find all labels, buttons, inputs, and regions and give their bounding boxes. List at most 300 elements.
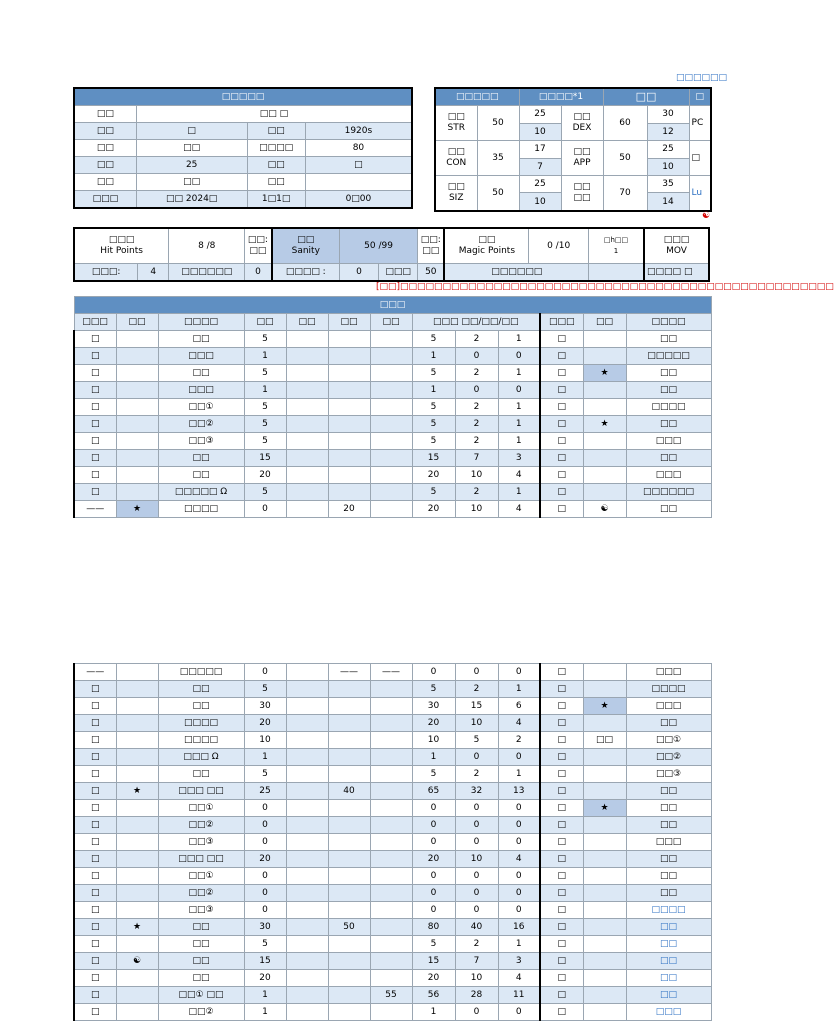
skill-growth-checkbox[interactable]: □ <box>74 800 116 817</box>
skill-points-input[interactable] <box>328 348 370 365</box>
skill-mark[interactable] <box>583 681 626 698</box>
skill-growth-checkbox[interactable]: □ <box>540 834 583 851</box>
skill-points-input[interactable]: 5 <box>244 484 286 501</box>
profile-value[interactable]: □□ <box>136 174 247 191</box>
skill-points-input[interactable] <box>328 800 370 817</box>
skill-points-input[interactable] <box>328 467 370 484</box>
skill-points-input[interactable] <box>328 399 370 416</box>
skill-points-input[interactable] <box>370 970 412 987</box>
skill-points-input[interactable] <box>328 902 370 919</box>
skill-points-input[interactable] <box>286 783 328 800</box>
star-icon[interactable]: ★ <box>583 416 626 433</box>
skill-growth-checkbox[interactable]: □ <box>74 382 116 399</box>
skill-growth-checkbox[interactable]: □ <box>540 851 583 868</box>
skill-growth-checkbox[interactable]: □ <box>540 766 583 783</box>
skill-points-input[interactable]: 1 <box>244 348 286 365</box>
skill-growth-checkbox[interactable]: □ <box>540 970 583 987</box>
skill-points-input[interactable] <box>328 817 370 834</box>
skill-points-input[interactable] <box>370 484 412 501</box>
profile-value[interactable]: □ <box>305 157 412 174</box>
skill-growth-checkbox[interactable]: □ <box>540 433 583 450</box>
skill-points-input[interactable] <box>370 953 412 970</box>
skill-growth-checkbox[interactable]: □ <box>74 732 116 749</box>
stat-value[interactable]: 60 <box>603 106 647 141</box>
skill-mark[interactable] <box>116 817 158 834</box>
skill-points-input[interactable]: 5 <box>244 416 286 433</box>
skill-points-input[interactable] <box>286 1004 328 1021</box>
skill-points-input[interactable]: 1 <box>244 749 286 766</box>
skill-mark[interactable] <box>116 902 158 919</box>
skill-points-input[interactable]: 0 <box>244 800 286 817</box>
star-icon[interactable]: ★ <box>116 919 158 936</box>
skill-name: □□□□ <box>158 732 244 749</box>
skill-points-input[interactable] <box>370 348 412 365</box>
skill-growth-checkbox[interactable]: □ <box>74 331 116 348</box>
top-link[interactable]: □□□□□□ <box>676 73 728 83</box>
skill-growth-checkbox[interactable]: □ <box>540 868 583 885</box>
skill-points-input[interactable]: 5 <box>244 433 286 450</box>
skill-points-input[interactable]: 5 <box>244 936 286 953</box>
skill-name: □□□ <box>626 1004 711 1021</box>
skill-mark[interactable] <box>583 783 626 800</box>
skill-total: 11 <box>498 987 540 1004</box>
stat-value[interactable]: 50 <box>603 141 647 176</box>
skill-growth-checkbox[interactable]: □ <box>74 936 116 953</box>
skill-mark[interactable] <box>116 484 158 501</box>
skill-points-input[interactable] <box>370 501 412 518</box>
skill-points-input[interactable]: 5 <box>244 766 286 783</box>
skill-points-input[interactable] <box>328 715 370 732</box>
skill-mark[interactable] <box>116 698 158 715</box>
skill-points-input[interactable] <box>286 450 328 467</box>
skill-growth-checkbox[interactable]: □ <box>540 331 583 348</box>
skill-mark[interactable] <box>583 450 626 467</box>
skill-points-input[interactable] <box>328 851 370 868</box>
skill-mark[interactable] <box>583 987 626 1004</box>
skill-mark[interactable] <box>583 749 626 766</box>
profile-label: □□□□ <box>247 140 305 157</box>
skill-mark[interactable] <box>116 834 158 851</box>
skill-mark[interactable] <box>583 331 626 348</box>
skill-mark[interactable]: □□ <box>583 732 626 749</box>
star-icon[interactable]: ★ <box>116 783 158 800</box>
skill-mark[interactable] <box>583 817 626 834</box>
skill-growth-checkbox[interactable]: □ <box>540 501 583 518</box>
skill-points-input[interactable] <box>286 749 328 766</box>
skill-mark[interactable] <box>583 868 626 885</box>
skill-growth-checkbox[interactable]: □ <box>74 467 116 484</box>
skill-points-input[interactable] <box>328 698 370 715</box>
skill-points-input[interactable]: 40 <box>328 783 370 800</box>
skill-growth-checkbox[interactable]: □ <box>74 885 116 902</box>
skill-points-input[interactable] <box>328 987 370 1004</box>
skill-points-input[interactable]: 25 <box>244 783 286 800</box>
skill-growth-checkbox[interactable]: □ <box>74 433 116 450</box>
skill-growth-checkbox[interactable]: □ <box>74 698 116 715</box>
skill-growth-checkbox[interactable]: □ <box>74 484 116 501</box>
star-icon[interactable]: ★ <box>583 698 626 715</box>
skill-growth-checkbox[interactable]: □ <box>74 817 116 834</box>
yin-yang-icon[interactable]: ☯ <box>583 501 626 518</box>
skill-points-input[interactable]: 10 <box>244 732 286 749</box>
skill-points-input[interactable] <box>370 749 412 766</box>
skill-points-input[interactable] <box>370 817 412 834</box>
star-icon[interactable]: ★ <box>116 501 158 518</box>
skill-points-input[interactable] <box>328 382 370 399</box>
skill-points-input[interactable] <box>370 433 412 450</box>
skill-points-input[interactable]: 5 <box>244 365 286 382</box>
skill-growth-checkbox[interactable]: □ <box>540 732 583 749</box>
skill-growth-checkbox[interactable]: □ <box>540 416 583 433</box>
skill-name: □□□□ <box>626 399 711 416</box>
skill-points-input[interactable]: 1 <box>244 987 286 1004</box>
skill-points-input[interactable] <box>328 885 370 902</box>
skill-row <box>74 399 711 416</box>
skill-growth-checkbox[interactable]: □ <box>540 698 583 715</box>
skill-points-input[interactable] <box>370 365 412 382</box>
skill-growth-checkbox[interactable]: □ <box>540 681 583 698</box>
skill-growth-checkbox[interactable]: □ <box>74 365 116 382</box>
skill-growth-checkbox[interactable]: □ <box>540 1004 583 1021</box>
profile-value[interactable]: □□ <box>136 140 247 157</box>
skill-growth-checkbox[interactable]: □ <box>540 902 583 919</box>
skill-points-input[interactable] <box>286 681 328 698</box>
skill-points-input[interactable]: 20 <box>244 851 286 868</box>
skill-growth-checkbox[interactable]: □ <box>540 749 583 766</box>
skill-growth-checkbox[interactable]: □ <box>74 851 116 868</box>
skill-growth-checkbox[interactable]: —— <box>74 501 116 518</box>
skill-points-input[interactable] <box>370 732 412 749</box>
skill-mark[interactable] <box>116 399 158 416</box>
skill-mark[interactable] <box>583 834 626 851</box>
skill-growth-checkbox[interactable]: □ <box>74 715 116 732</box>
skill-growth-checkbox[interactable]: □ <box>540 800 583 817</box>
skill-mark[interactable] <box>116 433 158 450</box>
hp-value[interactable]: 8 /8 <box>169 228 245 264</box>
skill-mark[interactable] <box>583 919 626 936</box>
skill-name: □□□□ <box>626 902 711 919</box>
skill-points-input[interactable] <box>286 365 328 382</box>
skill-growth-checkbox[interactable]: □ <box>74 399 116 416</box>
skill-mark[interactable] <box>583 467 626 484</box>
skill-mark[interactable] <box>116 348 158 365</box>
stat-value[interactable]: 50 <box>477 106 519 141</box>
stat-half: 17 <box>519 141 561 159</box>
status-sub-label: □□□□ □ <box>644 264 709 282</box>
skill-mark[interactable] <box>583 970 626 987</box>
skill-points-input[interactable] <box>286 919 328 936</box>
skill-points-input[interactable] <box>286 433 328 450</box>
profile-value[interactable]: 25 <box>136 157 247 174</box>
skill-points-input[interactable] <box>286 664 328 681</box>
skill-total: 0 <box>498 902 540 919</box>
stat-value[interactable]: 50 <box>477 176 519 212</box>
skill-mark[interactable] <box>583 902 626 919</box>
skill-points-input[interactable] <box>286 732 328 749</box>
skill-name: □□② <box>158 416 244 433</box>
skill-mark[interactable] <box>583 433 626 450</box>
skill-points-input[interactable]: —— <box>328 664 370 681</box>
mp-value[interactable]: 0 /10 <box>529 228 589 264</box>
skill-points-input[interactable] <box>370 783 412 800</box>
skill-mark[interactable] <box>116 331 158 348</box>
skill-points-input[interactable]: 5 <box>244 681 286 698</box>
skill-points-input[interactable]: 0 <box>244 885 286 902</box>
stat-value[interactable]: 70 <box>603 176 647 212</box>
skill-growth-checkbox[interactable]: □ <box>74 1004 116 1021</box>
skill-growth-checkbox[interactable]: □ <box>540 715 583 732</box>
skill-mark[interactable] <box>116 365 158 382</box>
stat-half: 30 <box>647 106 689 124</box>
skill-growth-checkbox[interactable]: □ <box>74 450 116 467</box>
skill-points-input[interactable] <box>286 766 328 783</box>
skill-growth-checkbox[interactable]: □ <box>74 902 116 919</box>
skill-mark[interactable] <box>116 851 158 868</box>
skill-points-input[interactable] <box>370 416 412 433</box>
skill-points-input[interactable] <box>370 919 412 936</box>
skill-name: □□□ □□ <box>158 851 244 868</box>
skill-growth-checkbox[interactable]: □ <box>540 885 583 902</box>
skill-points-input[interactable] <box>286 868 328 885</box>
skill-points-input[interactable] <box>370 681 412 698</box>
profile-label: □□□ <box>74 191 136 209</box>
skill-growth-checkbox[interactable]: □ <box>540 783 583 800</box>
profile-value[interactable]: 80 <box>305 140 412 157</box>
skill-growth-checkbox[interactable]: □ <box>540 919 583 936</box>
skill-mark[interactable] <box>583 885 626 902</box>
skill-points-input[interactable] <box>286 467 328 484</box>
skill-points-input[interactable] <box>328 749 370 766</box>
skill-points-input[interactable]: 15 <box>244 450 286 467</box>
skill-points-input[interactable] <box>328 868 370 885</box>
skill-mark[interactable] <box>583 382 626 399</box>
skill-growth-checkbox[interactable]: □ <box>74 766 116 783</box>
sanity-value[interactable]: 50 /99 <box>339 228 417 264</box>
skill-total: 5 <box>412 766 455 783</box>
skill-points-input[interactable] <box>370 331 412 348</box>
skill-points-input[interactable] <box>286 416 328 433</box>
skill-points-input[interactable]: 20 <box>244 715 286 732</box>
skill-points-input[interactable] <box>370 868 412 885</box>
skill-points-input[interactable] <box>328 450 370 467</box>
skill-points-input[interactable]: 0 <box>244 664 286 681</box>
skill-points-input[interactable] <box>286 399 328 416</box>
skill-mark[interactable] <box>583 936 626 953</box>
skill-points-input[interactable] <box>328 953 370 970</box>
skill-points-input[interactable]: 0 <box>244 817 286 834</box>
skill-points-input[interactable] <box>370 885 412 902</box>
skill-points-input[interactable] <box>370 766 412 783</box>
skill-growth-checkbox[interactable]: □ <box>540 936 583 953</box>
skill-name: □□② <box>158 817 244 834</box>
skill-growth-checkbox[interactable]: □ <box>540 365 583 382</box>
skill-growth-checkbox[interactable]: —— <box>74 664 116 681</box>
skill-points-input[interactable] <box>286 851 328 868</box>
skill-mark[interactable] <box>583 715 626 732</box>
skill-growth-checkbox[interactable]: □ <box>74 868 116 885</box>
skill-points-input[interactable] <box>370 936 412 953</box>
skill-points-input[interactable] <box>328 970 370 987</box>
profile-value[interactable] <box>305 174 412 191</box>
skill-points-input[interactable] <box>328 484 370 501</box>
skill-points-input[interactable] <box>286 953 328 970</box>
skill-mark[interactable] <box>583 348 626 365</box>
skill-points-input[interactable] <box>328 834 370 851</box>
skill-points-input[interactable] <box>286 715 328 732</box>
star-icon[interactable]: ★ <box>583 365 626 382</box>
skill-growth-checkbox[interactable]: □ <box>74 681 116 698</box>
skill-points-input[interactable] <box>286 698 328 715</box>
skill-points-input[interactable] <box>286 800 328 817</box>
skill-points-input[interactable]: 5 <box>244 399 286 416</box>
skill-points-input[interactable] <box>370 698 412 715</box>
skill-growth-checkbox[interactable]: □ <box>540 450 583 467</box>
skill-points-input[interactable] <box>370 800 412 817</box>
skill-points-input[interactable] <box>328 365 370 382</box>
skill-name: □□ <box>626 382 711 399</box>
skill-points-input[interactable] <box>286 331 328 348</box>
skill-growth-checkbox[interactable]: □ <box>540 953 583 970</box>
skill-mark[interactable] <box>583 953 626 970</box>
skill-points-input[interactable]: 0 <box>244 868 286 885</box>
skill-mark[interactable] <box>116 800 158 817</box>
skill-mark[interactable] <box>116 732 158 749</box>
skill-mark[interactable] <box>116 885 158 902</box>
skill-points-input[interactable] <box>370 834 412 851</box>
skill-points-input[interactable] <box>370 851 412 868</box>
skill-points-input[interactable]: 1 <box>244 382 286 399</box>
skill-points-input[interactable] <box>328 416 370 433</box>
skill-growth-checkbox[interactable]: □ <box>540 484 583 501</box>
profile-value[interactable]: □□ □ <box>136 106 412 123</box>
yin-yang-icon[interactable]: ☯ <box>116 953 158 970</box>
skill-mark[interactable] <box>116 766 158 783</box>
skill-mark[interactable] <box>583 1004 626 1021</box>
skill-growth-checkbox[interactable]: □ <box>74 919 116 936</box>
skill-points-input[interactable] <box>328 681 370 698</box>
skill-points-input[interactable]: 0 <box>244 834 286 851</box>
skill-points-input[interactable] <box>370 1004 412 1021</box>
skill-points-input[interactable] <box>286 501 328 518</box>
skill-growth-checkbox[interactable]: □ <box>74 970 116 987</box>
skill-growth-checkbox[interactable]: □ <box>540 382 583 399</box>
skill-points-input[interactable] <box>328 732 370 749</box>
skill-growth-checkbox[interactable]: □ <box>74 416 116 433</box>
skill-mark[interactable] <box>583 399 626 416</box>
skill-points-input[interactable] <box>328 1004 370 1021</box>
skill-growth-checkbox[interactable]: □ <box>540 817 583 834</box>
profile-value[interactable]: □□ 2024□ <box>136 191 247 209</box>
skill-points-input[interactable] <box>286 902 328 919</box>
skill-row <box>74 348 711 365</box>
skill-growth-checkbox[interactable]: □ <box>74 953 116 970</box>
skill-growth-checkbox[interactable]: □ <box>540 467 583 484</box>
skill-points-input[interactable] <box>286 936 328 953</box>
skill-total: 10 <box>412 732 455 749</box>
skill-points-input[interactable]: 0 <box>244 902 286 919</box>
profile-value[interactable]: 0□00 <box>305 191 412 209</box>
skill-mark[interactable] <box>116 970 158 987</box>
skill-mark[interactable] <box>583 484 626 501</box>
skill-points-input[interactable]: 5 <box>244 331 286 348</box>
skill-growth-checkbox[interactable]: □ <box>540 664 583 681</box>
skill-mark[interactable] <box>116 416 158 433</box>
skill-points-input[interactable] <box>286 382 328 399</box>
skill-growth-checkbox[interactable]: □ <box>74 348 116 365</box>
skill-points-input[interactable] <box>328 331 370 348</box>
skill-mark[interactable] <box>583 766 626 783</box>
skill-points-input[interactable] <box>286 970 328 987</box>
skill-mark[interactable] <box>116 749 158 766</box>
profile-value[interactable]: 1□1□ <box>247 191 305 209</box>
skill-points-input[interactable]: 20 <box>244 467 286 484</box>
skill-points-input[interactable] <box>286 987 328 1004</box>
skill-points-input[interactable] <box>286 817 328 834</box>
skill-points-input[interactable] <box>286 484 328 501</box>
skill-points-input[interactable]: 30 <box>244 698 286 715</box>
skill-mark[interactable] <box>116 936 158 953</box>
skill-points-input[interactable]: 55 <box>370 987 412 1004</box>
skill-points-input[interactable]: 50 <box>328 919 370 936</box>
skill-mark[interactable] <box>116 382 158 399</box>
skill-points-input[interactable]: 15 <box>244 953 286 970</box>
skill-mark[interactable] <box>116 450 158 467</box>
skill-points-input[interactable] <box>328 433 370 450</box>
skill-points-input[interactable] <box>370 902 412 919</box>
skill-points-input[interactable] <box>286 885 328 902</box>
skill-mark[interactable] <box>116 715 158 732</box>
skill-growth-checkbox[interactable]: □ <box>540 399 583 416</box>
skill-points-input[interactable]: 20 <box>328 501 370 518</box>
skill-mark[interactable] <box>116 664 158 681</box>
skill-points-input[interactable] <box>370 399 412 416</box>
skill-mark[interactable] <box>116 681 158 698</box>
skill-mark[interactable] <box>116 868 158 885</box>
skill-points-input[interactable] <box>370 715 412 732</box>
skill-points-input[interactable] <box>286 834 328 851</box>
skill-points-input[interactable] <box>328 766 370 783</box>
skill-points-input[interactable]: 30 <box>244 919 286 936</box>
skill-mark[interactable] <box>583 851 626 868</box>
skill-growth-checkbox[interactable]: □ <box>540 987 583 1004</box>
skill-name: □□ <box>158 331 244 348</box>
skill-points-input[interactable] <box>370 467 412 484</box>
skill-growth-checkbox[interactable]: □ <box>74 749 116 766</box>
skill-mark[interactable] <box>116 987 158 1004</box>
skill-points-input[interactable] <box>328 936 370 953</box>
skill-mark[interactable] <box>116 1004 158 1021</box>
stat-tail: PC <box>689 106 711 141</box>
skill-points-input[interactable] <box>286 348 328 365</box>
stat-value[interactable]: 35 <box>477 141 519 176</box>
skill-points-input[interactable] <box>370 450 412 467</box>
skill-points-input[interactable] <box>370 382 412 399</box>
skill-mark[interactable] <box>583 664 626 681</box>
skill-growth-checkbox[interactable]: □ <box>540 348 583 365</box>
skill-points-input[interactable]: —— <box>370 664 412 681</box>
skill-points-input[interactable]: 20 <box>244 970 286 987</box>
skill-total: 0 <box>498 749 540 766</box>
skill-points-input[interactable]: 0 <box>244 501 286 518</box>
skill-mark[interactable] <box>116 467 158 484</box>
skill-points-input[interactable]: 1 <box>244 1004 286 1021</box>
skill-growth-checkbox[interactable]: □ <box>74 987 116 1004</box>
star-icon[interactable]: ★ <box>583 800 626 817</box>
profile-value[interactable]: 1920s <box>305 123 412 140</box>
skill-growth-checkbox[interactable]: □ <box>74 834 116 851</box>
profile-value[interactable]: □ <box>136 123 247 140</box>
skill-growth-checkbox[interactable]: □ <box>74 783 116 800</box>
